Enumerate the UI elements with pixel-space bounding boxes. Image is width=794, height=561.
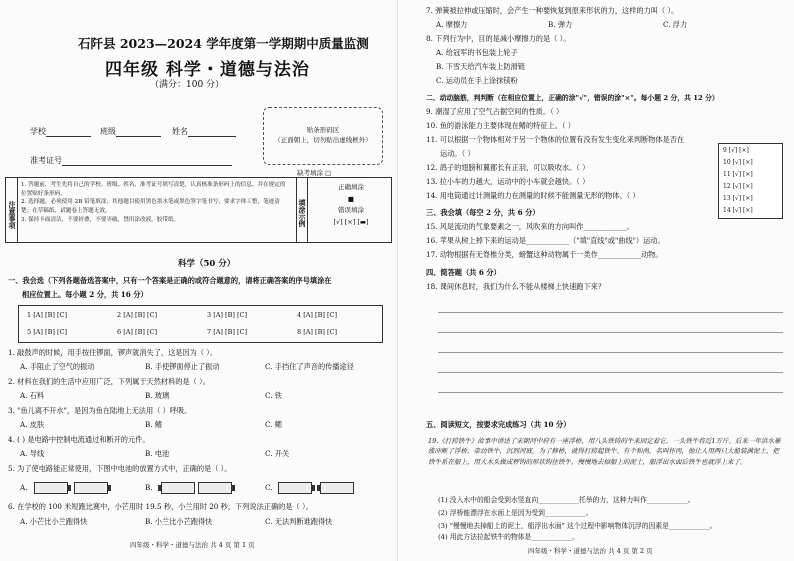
q4-option-b: B. 电池 [145,449,170,458]
reading-passage: 19.《打捞铁牛》故事中讲述了宋朝河中府有一座浮桥，用八头铁铸的牛来固定着它。一头铁牛将近1万斤。后来一年洪水暴涨冲断了浮桥，牵动铁牛，沉到河底。为了修桥，就得打捞起铁牛。有个和尚，名叫怀丙，他让人用两只大船装满泥土，把铁牛系在船上，用大木头做成秤钩的形状钩住铁牛，慢慢地去掉船上的泥土，船浮出水面后铁牛也就浮上来了。 [428,437,781,466]
question-19-3: (3) "慢慢地去掉船上的泥土，船浮出水面" 这个过程中影响物体沉浮的因素是____________。 [438,522,717,530]
answer-row[interactable]: 4 [A] [B] [C] [297,311,337,319]
q7-option-b: B. 弹力 [548,20,573,29]
exam-no-label: 准考证号 [30,156,62,165]
exam-page-right [397,0,794,561]
question-10: 10. 鱼的游泳能力主要体现在鳍的特征上。（ ） [426,121,575,130]
answer-row[interactable]: 8 [A] [B] [C] [297,328,337,336]
part1-intro: 一、我会选（下列各题备选答案中，只有一个答案是正确的或符合题意的，请将正确答案的序号填涂在 [8,276,332,285]
question-6: 6. 在学校的 100 米短跑比赛中，小芒用时 19.5 秒，小兰用时 20 秒，下列说法正确的是（ ）。 [8,502,313,511]
part5-header: 五、阅读短文，按要求完成练习（共 10 分） [426,420,571,429]
answer-row[interactable]: 3 [A] [B] [C] [207,311,247,319]
part4-header: 四、简答题（共 6 分） [426,268,501,277]
question-3: 3. "鱼儿离不开水"，是因为鱼在陆地上无法用（ ）呼吸。 [8,406,192,415]
battery-icon [278,482,358,494]
question-19-2: (2) 浮桥能漂浮在水面上是因为受到____________。 [438,509,593,517]
q3-option-a: A. 皮肤 [20,420,45,429]
note-3: 3. 保持卡面清洁，不要折叠，不要弄破，禁用涂改液，胶带纸。 [21,216,180,223]
question-8: 8. 下列行为中，目的是减小摩擦力的是（ ）。 [426,34,571,43]
question-7: 7. 弹簧被拉伸或压缩时，会产生一种要恢复到原来形状的力，这样的力叫（ ）。 [426,6,679,15]
q2-option-c: C. 铁 [265,391,282,400]
answer-row[interactable]: 6 [A] [B] [C] [117,328,157,336]
judge-row[interactable]: 10 [√] [×] [723,159,753,166]
fill-correct-label: 正确填涂 [338,183,364,191]
answer-line[interactable] [438,352,783,353]
note-2: 2. 选择题，必须使用 2B 铅笔填涂；其他题目使用黑色墨水笔或黑色签字笔书写，要求字体工整，笔迹清楚；在草稿纸、试题卷上答题无效。 [21,199,280,214]
question-13: 13. 拉小车的力越大，运动中的小车就会越快。（ ） [426,177,590,186]
question-19-1: (1) 没入水中的船会受到水竖直向____________托举的力，这种力叫作____________。 [438,496,695,504]
q8-option-a: A. 给冠军的书包装上轮子 [436,48,518,57]
battery-icon [34,482,114,494]
answer-line[interactable] [438,312,783,313]
q6-option-c: C. 无法判断谁跑得快 [265,517,333,526]
q6-option-a: A. 小芒比小兰跑得快 [20,517,88,526]
note-1: 1. 答题前，考生先将自己的学校、班级、姓名、准考证号填写清楚，认真核准条形码上的信息，并在规定的位置贴好条形码。 [21,182,286,197]
q8-option-b: B. 下雪天给汽车装上防滑链 [436,62,525,71]
page-footer: 四年级・科学・道德与法治 共 4 页 第 2 页 [528,547,653,555]
q5-option-c: C. [265,483,273,492]
judge-row[interactable]: 9 [√] [×] [723,147,749,154]
notes-heading: 注意事项 [6,178,18,242]
part3-header: 三、我会填（每空 2 分，共 6 分） [426,208,540,217]
class-label: 班级 [100,127,116,136]
exam-subtitle: 四年级 科学・道德与法治 [105,60,310,80]
part1-intro-cont: 相应位置上。每小题 2 分，共 16 分） [22,290,148,299]
page-footer: 四年级・科学・道德与法治 共 4 页 第 1 页 [130,541,255,549]
q2-option-b: B. 玻璃 [145,391,170,400]
answer-line[interactable] [438,372,783,373]
q5-option-b: B. [145,483,153,492]
question-11-cont: 运动。（ ） [440,149,475,158]
answer-sheet-choice [18,305,383,343]
answer-line[interactable] [438,332,783,333]
q8-option-c: C. 运动员在手上涂抹镁粉 [436,76,518,85]
notes-body [21,181,291,224]
q4-option-c: C. 开关 [265,449,290,458]
judge-row[interactable]: 13 [√] [×] [723,195,753,202]
answer-line[interactable] [438,392,783,393]
judge-row[interactable]: 14 [√] [×] [723,207,753,214]
q7-option-a: A. 摩擦力 [436,20,468,29]
q1-option-b: B. 手使锣面停止了振动 [145,362,220,371]
question-15: 15. 风是流动的气象要素之一，风吹来的方向叫作____________。 [426,222,634,231]
question-12: 12. 鸽子的翅膀和翼都长有正羽，可以吸收水。（ ） [426,163,590,172]
class-field[interactable] [100,126,161,137]
question-17: 17. 动物根据有无脊椎分类，螃蟹这种动物属于一类作____________动物。 [426,250,663,259]
absent-mark[interactable]: 缺考填涂 □ [297,169,332,177]
question-16: 16. 苹果从树上掉下来的运动是____________（"填"直线"或"曲线"）运动。 [426,236,665,245]
fill-wrong-marks: [√] [×] [▬] [333,218,369,227]
school-label: 学校 [30,127,46,136]
q4-option-a: A. 导线 [20,449,45,458]
answer-row[interactable]: 5 [A] [B] [C] [27,328,67,336]
answer-row[interactable]: 1 [A] [B] [C] [27,311,67,319]
q2-option-a: A. 石料 [20,391,45,400]
question-2: 2. 材料在我们的生活中应用广泛，下列属于天然材料的是（ ）。 [8,377,210,386]
barcode-instruction: （正面朝上，切勿贴出虚线框外） [274,135,372,144]
question-11: 11. 可以根据一个物体相对于另一个物体的位置有没有发生变化来判断物体是否在 [426,135,685,144]
notes-box [5,177,392,243]
score-note: （满分：100 分） [150,80,225,90]
name-label: 姓名 [172,127,188,136]
question-4: 4. ( ) 是电路中控制电流通过和断开的元件。 [8,435,150,444]
fill-correct-mark: ■ [347,194,355,203]
battery-icon [158,482,238,494]
barcode-area [263,107,383,165]
fill-heading: 填涂示例 [296,178,308,242]
barcode-title: 贴条形码区 [306,126,340,134]
exam-no-field[interactable] [30,155,232,166]
name-field[interactable] [172,126,236,137]
judge-row[interactable]: 11 [√] [×] [723,171,753,178]
q7-option-c: C. 浮力 [663,20,688,29]
question-18: 18. 课间休息时，我们为什么不能从楼梯上快速跑下来？ [426,282,606,291]
question-14: 14. 用电筒通过计测量的力在测量的时候不能测量无形的物体。（ ） [426,191,640,200]
answer-row[interactable]: 7 [A] [B] [C] [207,328,247,336]
science-section-header: 科学（50 分） [178,259,236,269]
fill-example [311,182,391,229]
q3-option-c: C. 鳃 [265,420,282,429]
question-19-4: (4) 用此方法拉起铁牛的物体是____________。 [438,533,579,541]
fill-wrong-label: 错误填涂 [338,206,364,215]
q3-option-b: B. 鳍 [145,420,163,429]
answer-row[interactable]: 2 [A] [B] [C] [117,311,157,319]
question-9: 9. 潮湿了应用了空气占据空间的性质。（ ） [426,107,564,116]
question-1: 1. 敲鼓声的时候，用手按住锣面，锣声就消失了，这是因为（ ）。 [8,348,218,357]
q5-option-a: A. [20,483,28,492]
q1-option-c: C. 手挡住了声音的传播途径 [265,362,354,371]
answer-sheet-judge [718,143,783,219]
judge-row[interactable]: 12 [√] [×] [723,183,753,190]
part2-header: 二、动动脑筋，判判断（在相应位置上，正确的涂"√"，错误的涂"×"。每小题 2 分，共 12 分） [426,94,719,102]
q1-option-a: A. 手阻止了空气的振动 [20,362,95,371]
q6-option-b: B. 小兰比小芒跑得快 [145,517,213,526]
school-field[interactable] [30,126,91,137]
question-5: 5. 为了使电路能正常使用，下图中电池的放置方式中，正确的是（ ）。 [8,464,232,473]
exam-title: 石阡县 2023—2024 学年度第一学期期中质量监测 [78,36,369,51]
